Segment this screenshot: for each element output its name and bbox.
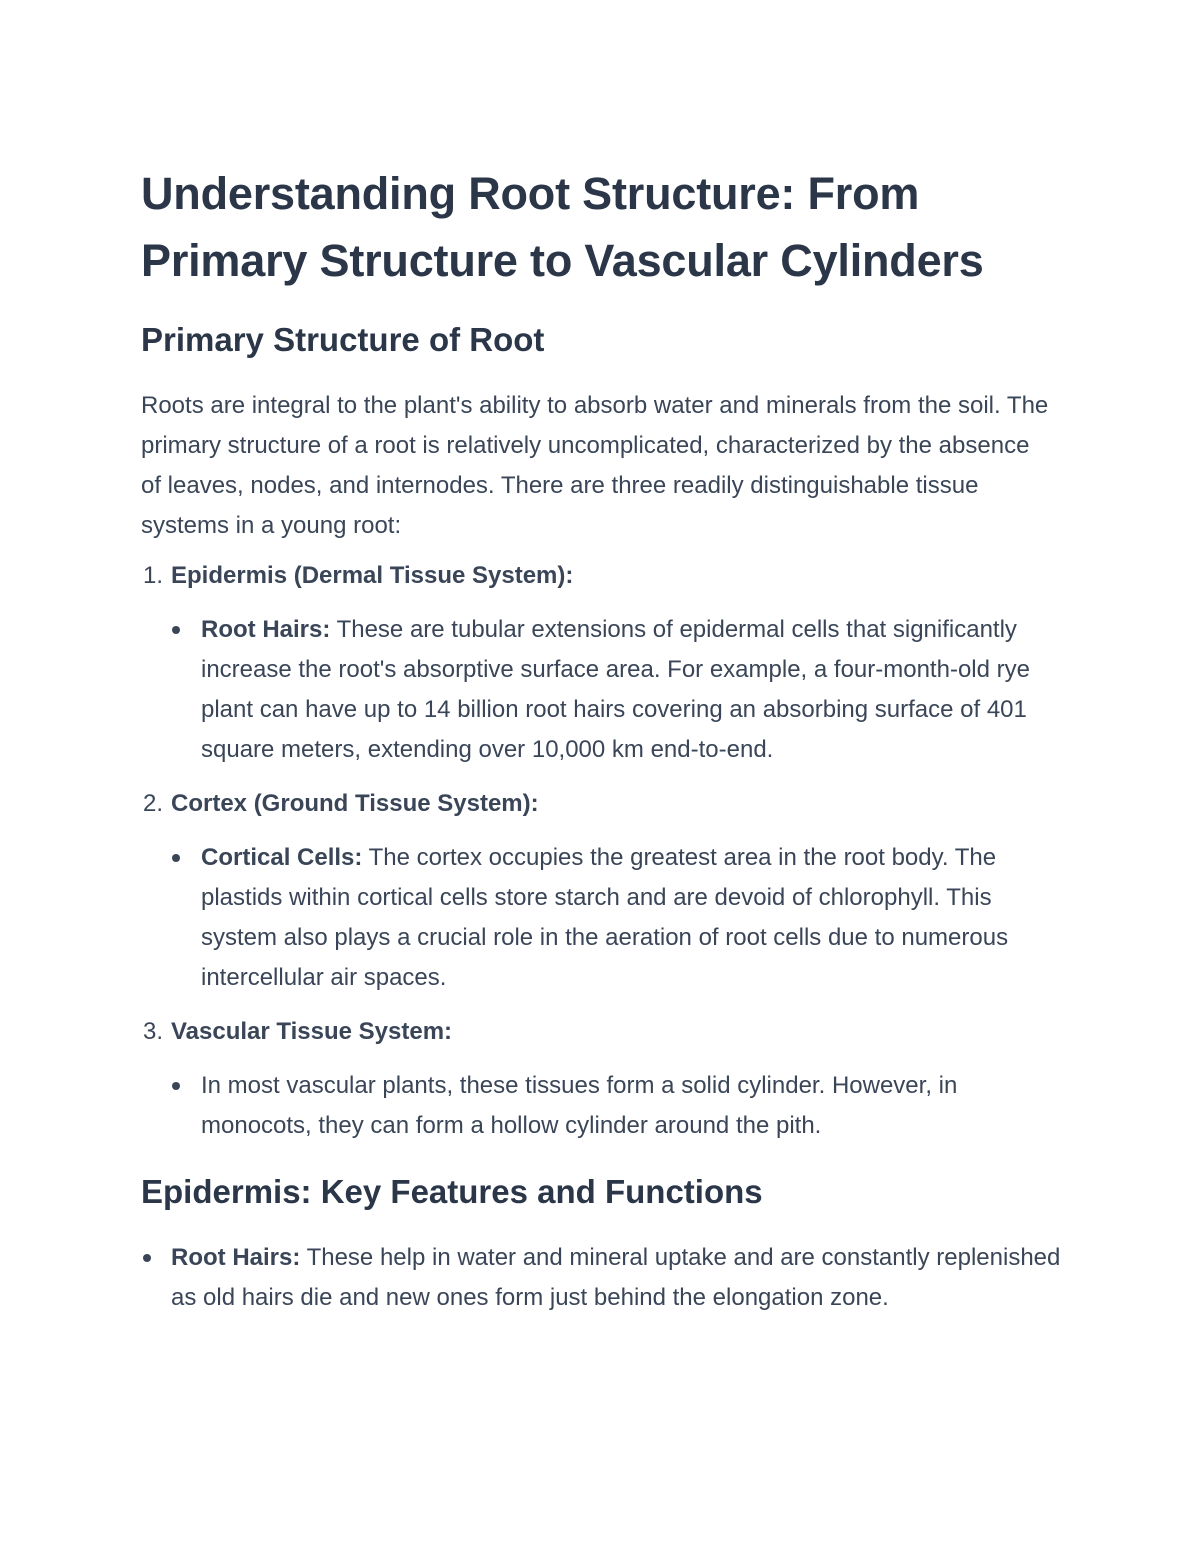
bullet-item (141, 838, 1071, 998)
list-number: 2. (143, 790, 164, 817)
list-item-title: Epidermis (Dermal Tissue System): (171, 562, 574, 589)
bullet-text: In most vascular plants, these tissues form a solid cylinder. However, in monocots, they can form a hollow cylinder around the pith. (201, 1072, 958, 1139)
section-heading-epidermis: Epidermis: Key Features and Functions (141, 1173, 763, 1210)
list-number: 3. (143, 1018, 164, 1045)
bullet-dot-icon (172, 1082, 180, 1090)
bullet-dot-icon (172, 854, 180, 862)
intro-paragraph: Roots are integral to the plant's ability to absorb water and minerals from the soil. The primary structure of a root is relatively uncomplicated, characterized by the absence of leaves, nodes, and internodes. There are three readily distinguishable tissue systems in a young root: (141, 392, 1049, 539)
list-item (141, 556, 1071, 770)
bullet-label: Root Hairs: (201, 616, 331, 643)
bullet-text: The cortex occupies the greatest area in the root body. The plastids within cortical cells store starch and are devoid of chlorophyll. This system also plays a crucial role in the aeration of root cells due to numerous intercellular air spaces. (201, 844, 1009, 991)
tissue-systems-list (141, 556, 1071, 1146)
bullet-text: These are tubular extensions of epidermal cells that significantly increase the root's absorptive surface area. For example, a four-month-old rye plant can have up to 14 billion root hairs covering an absorbing surface of 401 square meters, extending over 10,000 km end-to-end. (201, 616, 1030, 763)
bullet-item (141, 610, 1071, 770)
bullet-item (141, 1066, 1071, 1146)
list-item-title: Cortex (Ground Tissue System): (171, 790, 539, 817)
page-title: Understanding Root Structure: From Primary Structure to Vascular Cylinders (141, 168, 984, 286)
bullet-text: These help in water and mineral uptake and are constantly replenished as old hairs die and new ones form just behind the elongation zone. (171, 1244, 1061, 1311)
document-page (141, 160, 1071, 1318)
section-heading-primary-structure: Primary Structure of Root (141, 321, 545, 358)
epidermis-features-list (141, 1238, 1071, 1318)
list-item (141, 1012, 1071, 1146)
list-number: 1. (143, 562, 164, 589)
bullet-dot-icon (172, 626, 180, 634)
bullet-label: Root Hairs: (171, 1244, 301, 1271)
list-item-title: Vascular Tissue System: (171, 1018, 453, 1045)
bullet-item (141, 1238, 1071, 1318)
bullet-label: Cortical Cells: (201, 844, 363, 871)
bullet-dot-icon (143, 1254, 151, 1262)
list-item (141, 784, 1071, 998)
